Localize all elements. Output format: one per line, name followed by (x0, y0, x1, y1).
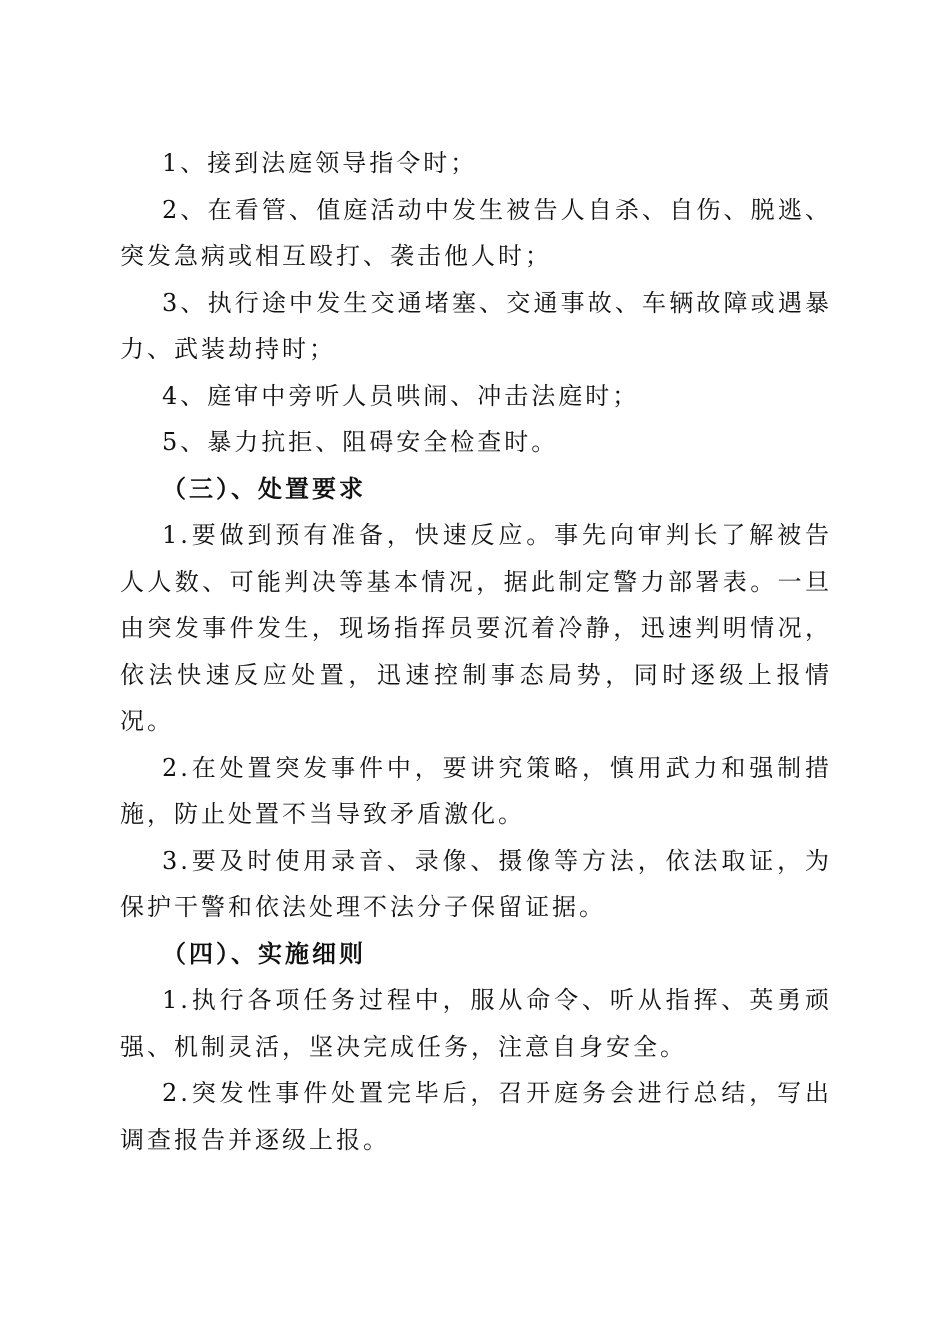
item-paragraph: 3、执行途中发生交通堵塞、交通事故、车辆故障或遇暴力、武装劫持时； (120, 288, 832, 363)
item-paragraph: 2.突发性事件处置完毕后，召开庭务会进行总结，写出调查报告并逐级上报。 (120, 1079, 832, 1154)
item-paragraph: 2、在看管、值庭活动中发生被告人自杀、自伤、脱逃、突发急病或相互殴打、袭击他人时； (120, 195, 832, 270)
item-paragraph: 2.在处置突发事件中，要讲究策略，慎用武力和强制措施，防止处置不当导致矛盾激化。 (120, 753, 832, 828)
item-paragraph: 1、接到法庭领导指令时； (162, 149, 478, 177)
section-heading: （三）、处置要求 (162, 473, 366, 503)
item-paragraph: 3.要及时使用录音、录像、摄像等方法，依法取证，为保护干警和依法处理不法分子保留证据。 (120, 846, 832, 921)
item-paragraph: 1.要做到预有准备，快速反应。事先向审判长了解被告人人数、可能判决等基本情况，据此制定警力部署表。一旦由突发事件发生，现场指挥员要沉着冷静，迅速判明情况，依法快速反应处置，迅速控制事态局势，同时逐级上报情况。 (120, 521, 832, 735)
item-paragraph: 1.执行各项任务过程中，服从命令、听从指挥、英勇顽强、机制灵活，坚决完成任务，注意自身安全。 (120, 986, 832, 1061)
item-paragraph: 5、暴力抗拒、阻碍安全检查时。 (162, 428, 559, 456)
document-body (120, 140, 832, 1163)
section-heading: （四）、实施细则 (162, 938, 366, 968)
item-paragraph: 4、庭审中旁听人员哄闹、冲击法庭时； (162, 381, 640, 410)
